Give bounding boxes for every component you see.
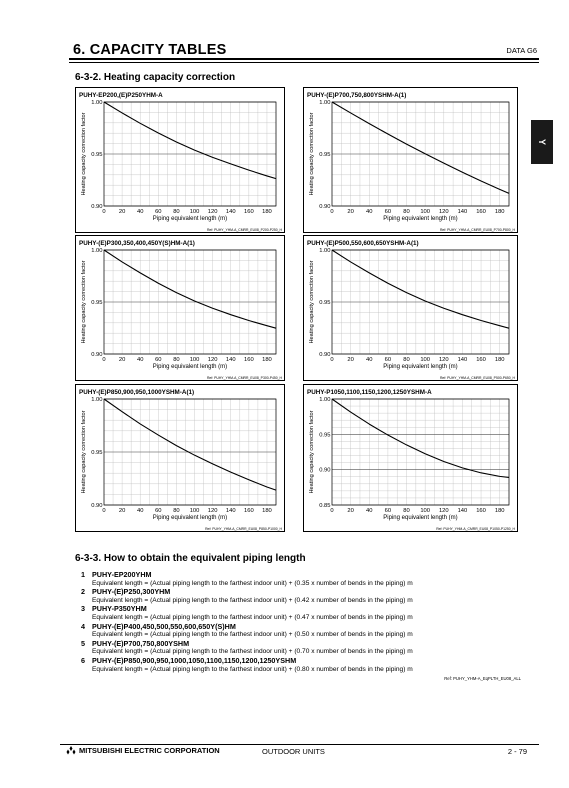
x-axis-label: Piping equivalent length (m) <box>152 216 228 222</box>
x-tick-label: 180 <box>494 508 505 514</box>
x-tick-label: 20 <box>347 508 354 514</box>
item-formula: Equivalent length = (Actual piping length to the farthest indoor unit) + (0.80 x number of bends in the piping) m <box>92 665 413 673</box>
chart-ref: Ref: PUHY_YHM-A_CMRR_EU08_P500-P650_H <box>439 376 515 380</box>
y-tick-label: 1.00 <box>91 397 103 403</box>
x-tick-label: 120 <box>207 508 218 514</box>
item-number: 6 <box>81 655 85 665</box>
x-tick-label: 40 <box>136 357 144 363</box>
x-tick-label: 100 <box>420 209 430 215</box>
item-model: PUHY-(E)P250,300YHM <box>92 587 171 597</box>
header-rule <box>69 58 539 60</box>
chart-panel-5 <box>75 384 285 532</box>
x-tick-label: 120 <box>438 357 449 363</box>
series-line <box>332 399 509 477</box>
y-tick-label: 0.95 <box>319 152 331 158</box>
x-tick-label: 120 <box>207 357 218 363</box>
chart-panel-1 <box>75 87 285 233</box>
chart-ref: Ref: PUHY_YHM-A_CMRR_EU08_P700-P800_H <box>439 228 515 232</box>
x-tick-label: 140 <box>457 209 468 215</box>
x-tick-label: 180 <box>262 508 272 514</box>
chart-svg-4 <box>304 236 519 382</box>
grid <box>332 250 509 354</box>
equiv-item <box>81 640 521 657</box>
y-tick-label: 1.00 <box>319 397 331 403</box>
item-formula: Equivalent length = (Actual piping length to the farthest indoor unit) + (0.50 x number of bends in the piping) m <box>92 631 413 639</box>
x-tick-label: 0 <box>102 508 106 514</box>
y-tick-label: 0.90 <box>319 352 331 358</box>
item-number: 5 <box>81 638 85 648</box>
y-tick-label: 0.90 <box>91 204 103 210</box>
section-equiv-title: 6-3-3. How to obtain the equivalent piping length <box>75 553 306 564</box>
x-tick-label: 140 <box>457 508 468 514</box>
x-tick-label: 140 <box>225 508 236 514</box>
x-tick-label: 40 <box>136 209 144 215</box>
x-tick-label: 40 <box>136 508 144 514</box>
y-tick-label: 1.00 <box>91 248 103 254</box>
y-tick-label: 0.90 <box>91 352 103 358</box>
x-tick-label: 80 <box>173 357 180 363</box>
chart-svg-1 <box>76 88 286 234</box>
footer-center: OUTDOOR UNITS <box>262 747 325 756</box>
x-tick-label: 100 <box>420 357 430 363</box>
x-tick-label: 120 <box>438 209 449 215</box>
x-tick-label: 20 <box>347 357 354 363</box>
grid <box>104 250 276 354</box>
equiv-list <box>81 571 521 684</box>
x-tick-label: 80 <box>403 357 410 363</box>
item-model: PUHY-(E)P400,450,500,550,600,650Y(S)HM <box>92 621 236 631</box>
section-heating-title: 6-3-2. Heating capacity correction <box>75 72 236 83</box>
y-tick-label: 0.90 <box>91 503 103 509</box>
section-code: DATA G6 <box>506 46 537 55</box>
item-number: 1 <box>81 570 85 579</box>
series-line <box>104 102 276 179</box>
y-tick-label: 1.00 <box>319 248 331 254</box>
item-formula: Equivalent length = (Actual piping length to the farthest indoor unit) + (0.42 x number of bends in the piping) m <box>92 596 413 604</box>
x-tick-label: 20 <box>118 209 126 215</box>
x-tick-label: 160 <box>244 357 254 363</box>
x-tick-label: 180 <box>494 357 505 363</box>
x-tick-label: 180 <box>262 357 272 363</box>
x-tick-label: 160 <box>476 209 486 215</box>
header-rule-thin <box>69 62 539 63</box>
series-line <box>332 250 509 328</box>
x-tick-label: 80 <box>403 209 410 215</box>
x-tick-label: 180 <box>494 209 505 215</box>
chart-panel-6 <box>303 384 518 532</box>
item-formula: Equivalent length = (Actual piping length to the farthest indoor unit) + (0.47 x number of bends in the piping) m <box>92 613 413 621</box>
x-tick-label: 60 <box>384 357 392 363</box>
x-tick-label: 80 <box>173 508 180 514</box>
x-tick-label: 0 <box>330 508 334 514</box>
x-tick-label: 100 <box>420 508 430 514</box>
x-tick-label: 0 <box>102 209 106 215</box>
x-axis-label: Piping equivalent length (m) <box>152 515 228 521</box>
item-number: 4 <box>81 621 85 631</box>
y-tick-label: 0.95 <box>319 432 331 439</box>
chart-title: PUHY-(E)P500,550,600,650YSHM-A(1) <box>307 240 419 247</box>
page-title: 6. CAPACITY TABLES <box>73 42 227 58</box>
x-tick-label: 40 <box>366 357 373 363</box>
item-formula: Equivalent length = (Actual piping length to the farthest indoor unit) + (0.35 x number of bends in the piping) m <box>92 579 413 587</box>
equiv-item <box>81 588 521 605</box>
x-tick-label: 40 <box>366 508 373 514</box>
x-tick-label: 20 <box>118 508 126 514</box>
x-tick-label: 0 <box>102 357 106 363</box>
series-line <box>104 399 276 490</box>
x-tick-label: 120 <box>207 209 218 215</box>
footer-rule <box>60 744 539 745</box>
x-tick-label: 140 <box>225 357 236 363</box>
item-model: PUHY-P350YHM <box>92 604 147 614</box>
item-model: PUHY-(E)P700,750,800YSHM <box>92 638 190 648</box>
x-tick-label: 160 <box>244 209 254 215</box>
chart-title: PUHY-(E)P850,900,950,1000YSHM-A(1) <box>79 389 195 396</box>
x-axis-label: Piping equivalent length (m) <box>152 364 228 370</box>
item-model: PUHY-(E)P850,900,950,1000,1050,1100,1150,1200,1250YSHM <box>92 655 297 665</box>
grid <box>104 399 276 505</box>
x-tick-label: 60 <box>155 357 162 363</box>
chart-panel-2 <box>303 87 518 233</box>
x-tick-label: 60 <box>155 209 162 215</box>
chart-ref: Ref: PUHY_YHM-A_CMRR_EU08_P200-P250_H <box>206 228 282 232</box>
x-tick-label: 20 <box>347 209 354 215</box>
chart-svg-3 <box>76 236 286 382</box>
y-axis-label: Heating capacity correction factor <box>81 112 87 196</box>
chart-ref: Ref: PUHY_YHM-A_CMRR_EU08_P1050-P1250_H <box>436 527 515 531</box>
equiv-item <box>81 657 521 674</box>
three-diamonds-logo-icon <box>66 746 76 755</box>
x-tick-label: 100 <box>189 508 200 514</box>
y-axis-label: Heating capacity correction factor <box>309 112 315 196</box>
x-tick-label: 20 <box>118 357 126 363</box>
series-line <box>332 102 509 193</box>
x-tick-label: 100 <box>189 209 200 215</box>
y-tick-label: 0.95 <box>91 450 103 456</box>
equiv-ref: Ref: PUHY_YHM-A_EqPLTH_EU08_ALL <box>444 676 521 682</box>
chart-title: PUHY-EP200,(E)P250YHM-A <box>79 92 163 99</box>
y-axis-label: Heating capacity correction factor <box>309 260 315 344</box>
x-tick-label: 140 <box>457 357 468 363</box>
y-axis-label: Heating capacity correction factor <box>81 410 87 494</box>
equiv-item <box>81 623 521 640</box>
item-number: 3 <box>81 604 85 614</box>
chart-svg-6 <box>304 385 519 533</box>
x-tick-label: 60 <box>384 209 392 215</box>
x-tick-label: 0 <box>330 209 334 215</box>
chart-panel-4 <box>303 235 518 381</box>
equiv-item <box>81 605 521 622</box>
x-axis-label: Piping equivalent length (m) <box>383 515 458 521</box>
x-tick-label: 60 <box>155 508 162 514</box>
x-tick-label: 80 <box>173 209 180 215</box>
y-axis-label: Heating capacity correction factor <box>309 410 315 494</box>
side-index-tab <box>531 120 553 164</box>
x-tick-label: 140 <box>225 209 236 215</box>
side-tab-label: Y <box>536 138 547 146</box>
y-tick-label: 0.85 <box>319 503 331 509</box>
chart-title: PUHY-(E)P300,350,400,450Y(S)HM-A(1) <box>79 240 195 247</box>
x-tick-label: 160 <box>476 357 486 363</box>
y-axis-label: Heating capacity correction factor <box>81 260 87 344</box>
x-tick-label: 80 <box>403 508 410 514</box>
chart-svg-5 <box>76 385 286 533</box>
x-tick-label: 0 <box>330 357 334 363</box>
item-number: 2 <box>81 587 85 597</box>
y-tick-label: 1.00 <box>91 100 103 106</box>
chart-ref: Ref: PUHY_YHM-A_CMRR_EU08_P850-P1000_H <box>205 527 282 531</box>
item-model: PUHY-EP200YHM <box>92 570 152 579</box>
y-tick-label: 0.95 <box>91 152 103 158</box>
x-tick-label: 180 <box>262 209 272 215</box>
x-tick-label: 40 <box>366 209 373 215</box>
y-tick-label: 1.00 <box>319 100 331 106</box>
x-axis-label: Piping equivalent length (m) <box>383 364 458 370</box>
x-tick-label: 100 <box>189 357 200 363</box>
y-tick-label: 0.95 <box>91 300 103 306</box>
y-tick-label: 0.90 <box>319 467 331 474</box>
footer-brand <box>66 746 220 755</box>
item-formula: Equivalent length = (Actual piping length to the farthest indoor unit) + (0.70 x number of bends in the piping) m <box>92 648 413 656</box>
page-number: 2 - 79 <box>507 747 527 756</box>
chart-ref: Ref: PUHY_YHM-A_CMRR_EU08_P300-P450_H <box>206 376 282 380</box>
x-tick-label: 160 <box>476 508 486 514</box>
chart-panel-3 <box>75 235 285 381</box>
x-tick-label: 120 <box>438 508 449 514</box>
x-tick-label: 60 <box>384 508 392 514</box>
chart-svg-2 <box>304 88 519 234</box>
equiv-item <box>81 571 521 588</box>
x-axis-label: Piping equivalent length (m) <box>383 216 458 222</box>
brand-name: MITSUBISHI ELECTRIC CORPORATION <box>79 746 220 755</box>
y-tick-label: 0.95 <box>319 300 331 306</box>
x-tick-label: 160 <box>244 508 254 514</box>
chart-title: PUHY-P1050,1100,1150,1200,1250YSHM-A <box>307 389 432 396</box>
series-line <box>104 250 276 328</box>
chart-title: PUHY-(E)P700,750,800YSHM-A(1) <box>307 92 407 99</box>
y-tick-label: 0.90 <box>319 204 331 210</box>
